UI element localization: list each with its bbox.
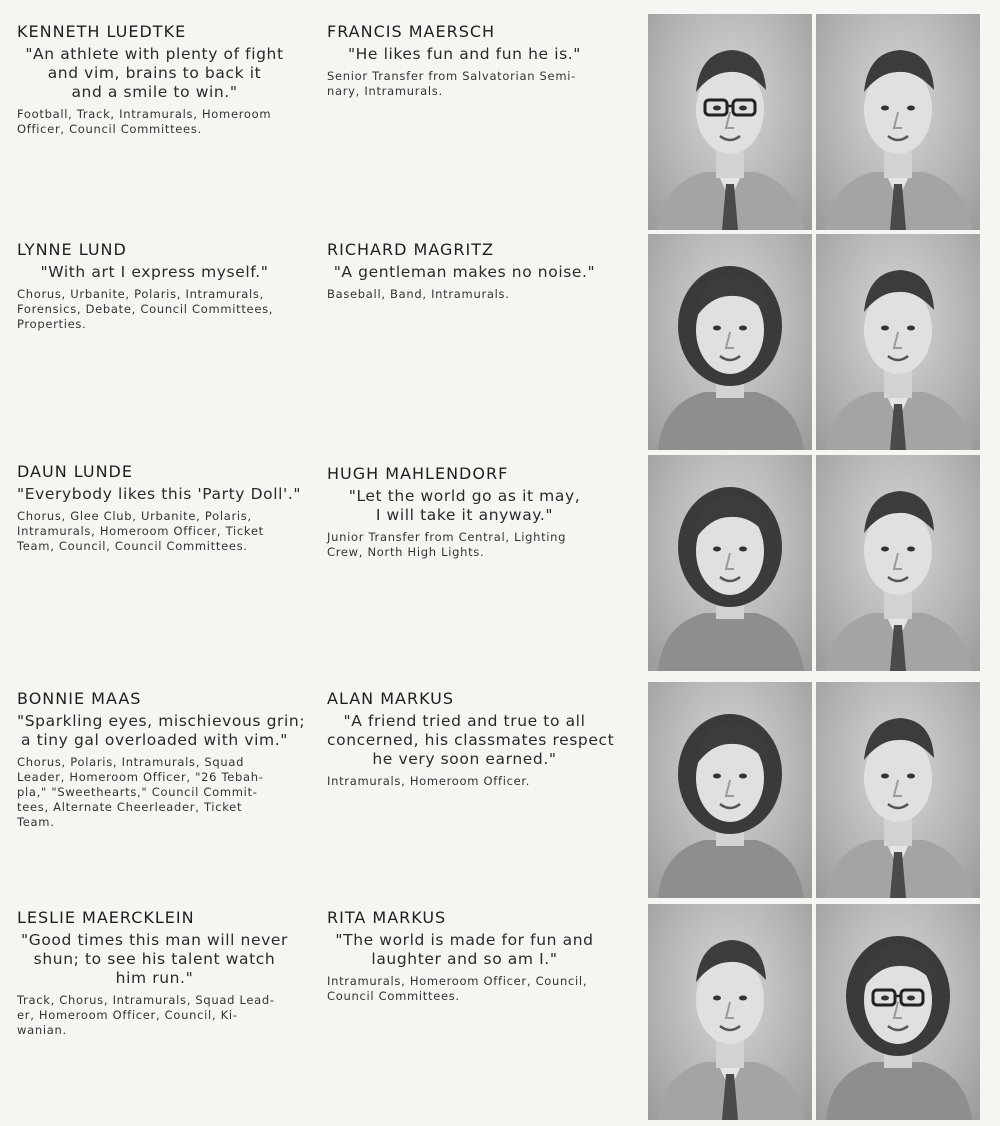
student-activities [327, 530, 602, 560]
student-quote [327, 487, 602, 525]
quote-line: "A friend tried and true to all [343, 712, 586, 730]
activities-line: er, Homeroom Officer, Council, Ki- [17, 1008, 238, 1022]
portrait-photo [648, 14, 812, 230]
student-name: KENNETH LUEDTKE [17, 22, 187, 41]
student-activities [327, 974, 602, 1004]
student-quote [17, 485, 302, 504]
activities-line: Chorus, Polaris, Intramurals, Squad [17, 755, 245, 769]
student-activities [327, 287, 602, 302]
portrait-image [648, 14, 812, 230]
activities-line: Intramurals, Homeroom Officer. [327, 774, 531, 788]
eye-shape [881, 326, 889, 331]
activities-line: Chorus, Urbanite, Polaris, Intramurals, [17, 287, 264, 301]
portrait-photo [816, 14, 980, 230]
quote-line: "With art I express myself." [40, 263, 269, 281]
shoulders-shape [658, 840, 804, 898]
shoulders-shape [658, 613, 804, 671]
student-name: HUGH MAHLENDORF [327, 464, 509, 483]
student-entry [327, 240, 602, 302]
student-name: LESLIE MAERCKLEIN [17, 908, 195, 927]
activities-line: Officer, Council Committees. [17, 122, 202, 136]
eye-shape [739, 326, 747, 331]
activities-line: tees, Alternate Cheerleader, Ticket [17, 800, 243, 814]
student-activities [17, 755, 292, 830]
eye-shape [907, 326, 915, 331]
eye-shape [907, 774, 915, 779]
portrait-photo [648, 455, 812, 671]
activities-line: wanian. [17, 1023, 67, 1037]
quote-line: "A gentleman makes no noise." [333, 263, 596, 281]
portrait-image [816, 682, 980, 898]
portrait-photo [648, 904, 812, 1120]
shoulders-shape [658, 392, 804, 450]
quote-line: laughter and so am I." [371, 950, 558, 968]
student-entry [327, 908, 602, 1004]
quote-line: him run." [115, 969, 194, 987]
quote-line: and vim, brains to back it [47, 64, 262, 82]
student-activities [17, 287, 292, 332]
student-quote [17, 45, 292, 102]
student-entry [17, 462, 302, 554]
quote-line: he very soon earned." [372, 750, 557, 768]
quote-line: shun; to see his talent watch [33, 950, 276, 968]
student-name: RITA MARKUS [327, 908, 447, 927]
portrait-image [648, 455, 812, 671]
eye-shape [881, 774, 889, 779]
student-entry [17, 22, 292, 137]
quote-line: "The world is made for fun and [335, 931, 594, 949]
portrait-photo [648, 234, 812, 450]
eye-shape [881, 996, 889, 1001]
student-name: LYNNE LUND [17, 240, 127, 259]
portrait-image [816, 14, 980, 230]
student-quote [17, 931, 292, 988]
eye-shape [907, 547, 915, 552]
portrait-image [816, 234, 980, 450]
portrait-image [648, 234, 812, 450]
activities-line: pla," "Sweethearts," Council Commit- [17, 785, 258, 799]
activities-line: nary, Intramurals. [327, 84, 443, 98]
eye-shape [713, 774, 721, 779]
portrait-photo [816, 455, 980, 671]
student-activities [17, 509, 292, 554]
quote-line: "Good times this man will never [20, 931, 289, 949]
activities-line: Team, Council, Council Committees. [17, 539, 248, 553]
eye-shape [739, 774, 747, 779]
student-quote [327, 712, 615, 769]
student-activities [327, 69, 602, 99]
student-quote [17, 263, 292, 282]
quote-line: "An athlete with plenty of fight [25, 45, 284, 63]
activities-line: Crew, North High Lights. [327, 545, 485, 559]
eye-shape [881, 106, 889, 111]
student-entry [327, 464, 602, 560]
portrait-image [816, 904, 980, 1120]
eye-shape [881, 547, 889, 552]
portrait-photo [816, 904, 980, 1120]
eye-shape [713, 106, 721, 111]
student-quote [327, 45, 602, 64]
eye-shape [739, 547, 747, 552]
quote-line: "Everybody likes this 'Party Doll'." [17, 485, 302, 503]
quote-line: a tiny gal overloaded with vim." [21, 731, 288, 749]
quote-line: "Sparkling eyes, mischievous grin; [17, 712, 306, 730]
student-name: DAUN LUNDE [17, 462, 133, 481]
student-activities [17, 993, 292, 1038]
student-entry [17, 689, 306, 830]
student-quote [327, 931, 602, 969]
eye-shape [907, 996, 915, 1001]
activities-line: Baseball, Band, Intramurals. [327, 287, 510, 301]
eye-shape [739, 996, 747, 1001]
activities-line: Properties. [17, 317, 87, 331]
student-name: RICHARD MAGRITZ [327, 240, 494, 259]
activities-line: Senior Transfer from Salvatorian Semi- [327, 69, 576, 83]
eye-shape [907, 106, 915, 111]
student-activities [17, 107, 292, 137]
activities-line: Chorus, Glee Club, Urbanite, Polaris, [17, 509, 252, 523]
quote-line: "He likes fun and fun he is." [347, 45, 582, 63]
quote-line: "Let the world go as it may, [348, 487, 581, 505]
portrait-image [816, 455, 980, 671]
activities-line: Track, Chorus, Intramurals, Squad Lead- [17, 993, 275, 1007]
student-name: FRANCIS MAERSCH [327, 22, 496, 41]
quote-line: concerned, his classmates respect [327, 731, 615, 749]
activities-line: Football, Track, Intramurals, Homeroom [17, 107, 272, 121]
student-name: BONNIE MAAS [17, 689, 142, 708]
activities-line: Team. [17, 815, 55, 829]
student-quote [327, 263, 602, 282]
portrait-photo [816, 682, 980, 898]
portrait-photo [648, 682, 812, 898]
activities-line: Council Committees. [327, 989, 460, 1003]
student-entry [17, 240, 292, 332]
portrait-image [648, 904, 812, 1120]
student-entry [327, 22, 602, 99]
activities-line: Forensics, Debate, Council Committees, [17, 302, 274, 316]
student-entry [17, 908, 292, 1038]
quote-line: I will take it anyway." [375, 506, 554, 524]
student-entry [327, 689, 615, 789]
activities-line: Junior Transfer from Central, Lighting [327, 530, 567, 544]
student-quote [17, 712, 306, 750]
portrait-photo [816, 234, 980, 450]
eye-shape [739, 106, 747, 111]
eye-shape [713, 996, 721, 1001]
eye-shape [713, 326, 721, 331]
activities-line: Leader, Homeroom Officer, "26 Tebah- [17, 770, 264, 784]
eye-shape [713, 547, 721, 552]
quote-line: and a smile to win." [71, 83, 238, 101]
student-activities [327, 774, 602, 789]
activities-line: Intramurals, Homeroom Officer, Council, [327, 974, 588, 988]
shoulders-shape [826, 1062, 972, 1120]
portrait-image [648, 682, 812, 898]
student-name: ALAN MARKUS [327, 689, 455, 708]
activities-line: Intramurals, Homeroom Officer, Ticket [17, 524, 264, 538]
